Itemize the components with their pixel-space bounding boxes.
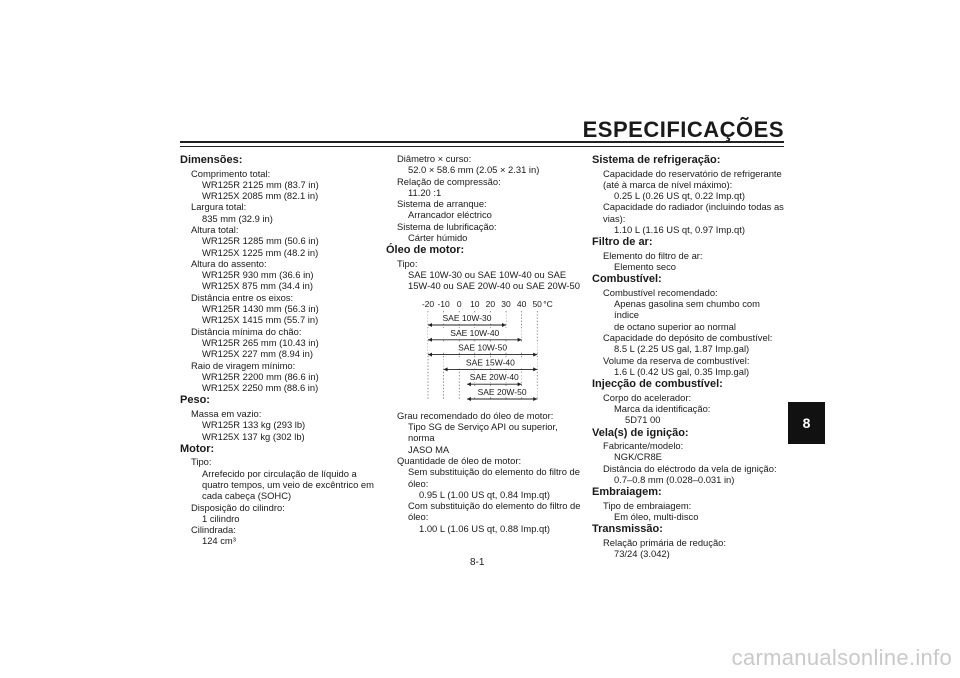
spec-line: Cárter húmido xyxy=(408,232,468,244)
range-label: SAE 10W-40 xyxy=(450,327,500,338)
spec-line: Quantidade de óleo de motor: xyxy=(397,454,522,466)
tick-label: 0 xyxy=(456,298,462,309)
unit-label: °C xyxy=(543,298,553,309)
section-heading: Peso: xyxy=(180,394,210,407)
tick-label: -20 xyxy=(421,298,435,309)
range-label: SAE 10W-30 xyxy=(442,312,492,323)
spec-line: 1 cilindro xyxy=(202,512,240,524)
range-arrow-right xyxy=(533,397,537,401)
spec-line: óleo: xyxy=(408,511,429,523)
range-arrow-right xyxy=(518,382,522,386)
column-2-bottom xyxy=(386,410,586,534)
range-arrow-left xyxy=(428,323,432,327)
spec-line: Apenas gasolina sem chumbo com índice xyxy=(614,298,760,321)
header-rule xyxy=(180,141,784,143)
section-heading: Óleo de motor: xyxy=(386,244,465,257)
tick-label: 50 xyxy=(532,298,542,309)
chapter-tab: 8 xyxy=(788,402,825,444)
spec-line: WR125R 930 mm (36.6 in) xyxy=(202,269,314,281)
spec-line: Tipo: xyxy=(397,257,418,269)
spec-line: Tipo: xyxy=(191,456,212,468)
spec-line: WR125R 265 mm (10.43 in) xyxy=(202,336,319,348)
spec-line: 52.0 × 58.6 mm (2.05 × 2.31 in) xyxy=(408,164,540,176)
spec-line: 835 mm (32.9 in) xyxy=(202,212,273,224)
spec-line: NGK/CR8E xyxy=(614,451,662,463)
spec-line: WR125R 1285 mm (50.6 in) xyxy=(202,235,319,247)
spec-line: Capacidade do depósito de combustível: xyxy=(603,332,773,344)
spec-line: WR125R 133 kg (293 lb) xyxy=(202,419,306,431)
spec-line: Capacidade do radiador (incluindo todas as xyxy=(603,201,784,213)
spec-line: Grau recomendado do óleo de motor: xyxy=(397,409,554,421)
spec-line: Combustível recomendado: xyxy=(603,286,718,298)
spec-line: WR125X 2250 mm (88.6 in) xyxy=(202,382,319,394)
spec-line: (até à marca de nível máximo): xyxy=(603,178,733,190)
page-title: ESPECIFICAÇÕES xyxy=(582,117,784,142)
spec-line: Raio de viragem mínimo: xyxy=(191,359,296,371)
spec-line: Capacidade do reservatório de refrigerante xyxy=(603,167,782,179)
section-heading: Filtro de ar: xyxy=(592,236,653,249)
spec-line: JASO MA xyxy=(408,443,450,455)
spec-line: Sistema de arranque: xyxy=(397,198,487,210)
column-3 xyxy=(592,153,784,560)
spec-line: WR125X 1415 mm (55.7 in) xyxy=(202,314,319,326)
spec-line: Altura do assento: xyxy=(191,257,267,269)
spec-line: Com substituição do elemento do filtro de xyxy=(408,500,581,512)
oil-viscosity-chart xyxy=(404,296,554,406)
spec-line: Em óleo, multi-disco xyxy=(614,511,699,523)
spec-line: óleo: xyxy=(408,477,429,489)
section-heading: Embraiagem: xyxy=(592,486,662,499)
spec-line: WR125X 137 kg (302 lb) xyxy=(202,430,305,442)
spec-line: Sistema de lubrificação: xyxy=(397,220,497,232)
spec-line: 1.10 L (1.16 US qt, 0.97 Imp.qt) xyxy=(614,223,745,235)
spec-line: Volume da reserva de combustível: xyxy=(603,354,750,366)
section-heading: Transmissão: xyxy=(592,523,663,536)
spec-line: Distância mínima do chão: xyxy=(191,325,302,337)
section-heading: Sistema de refrigeração: xyxy=(592,154,721,166)
spec-line: 8.5 L (2.25 US gal, 1.87 Imp.gal) xyxy=(614,343,750,355)
spec-line: Arrefecido por circulação de líquido a xyxy=(202,467,357,479)
spec-line: vias): xyxy=(603,212,626,224)
range-arrow-left xyxy=(428,352,432,356)
spec-line: WR125X 2085 mm (82.1 in) xyxy=(202,190,319,202)
spec-line: Elemento seco xyxy=(614,261,677,273)
spec-line: 0.25 L (0.26 US qt, 0.22 Imp.qt) xyxy=(614,190,745,202)
spec-line: Tipo de embraiagem: xyxy=(603,499,692,511)
range-label: SAE 20W-50 xyxy=(477,386,527,397)
spec-line: WR125X 875 mm (34.4 in) xyxy=(202,280,313,292)
spec-line: WR125X 1225 mm (48.2 in) xyxy=(202,246,319,258)
spec-line: de octano superior ao normal xyxy=(614,320,736,332)
range-arrow-right xyxy=(518,338,522,342)
spec-line: SAE 10W-30 ou SAE 10W-40 ou SAE xyxy=(408,269,567,281)
spec-line: 5D71 00 xyxy=(625,414,661,426)
spec-line: Fabricante/modelo: xyxy=(603,440,684,452)
spec-line: 124 cm³ xyxy=(202,535,236,547)
spec-line: Distância do eléctrodo da vela de ignição: xyxy=(603,462,777,474)
spec-line: Marca da identificação: xyxy=(614,403,711,415)
spec-line: 73/24 (3.042) xyxy=(614,548,670,560)
section-heading: Injecção de combustível: xyxy=(592,378,723,391)
column-2 xyxy=(386,153,586,534)
spec-line: Arrancador eléctrico xyxy=(408,209,492,221)
section-heading: Motor: xyxy=(180,442,215,455)
section-heading: Vela(s) de ignição: xyxy=(592,426,689,439)
tick-label: 40 xyxy=(516,298,527,309)
column-2-top xyxy=(386,153,586,292)
column-1 xyxy=(180,153,380,547)
range-arrow-right xyxy=(533,367,537,371)
section-heading: Dimensões: xyxy=(180,154,243,166)
range-arrow-right xyxy=(533,352,537,356)
range-label: SAE 15W-40 xyxy=(465,357,515,368)
spec-line: Elemento do filtro de ar: xyxy=(603,249,703,261)
spec-line: 1.00 L (1.06 US qt, 0.88 Imp.qt) xyxy=(419,522,550,534)
spec-line: Disposição do cilindro: xyxy=(191,501,285,513)
spec-line: WR125R 1430 mm (56.3 in) xyxy=(202,303,319,315)
range-arrow-left xyxy=(467,397,471,401)
spec-line: Sem substituição do elemento do filtro de xyxy=(408,466,580,478)
range-arrow-left xyxy=(428,338,432,342)
page-number: 8-1 xyxy=(470,557,485,568)
spec-line: WR125X 227 mm (8.94 in) xyxy=(202,348,313,360)
spec-line: 0.95 L (1.00 US qt, 0.84 Imp.qt) xyxy=(419,488,550,500)
spec-line: WR125R 2125 mm (83.7 in) xyxy=(202,178,319,190)
spec-line: Distância entre os eixos: xyxy=(191,291,294,303)
tick-label: 10 xyxy=(470,298,480,309)
spec-line: Corpo do acelerador: xyxy=(603,391,692,403)
spec-line: 1.6 L (0.42 US gal, 0.35 Imp.gal) xyxy=(614,365,750,377)
watermark: carmanualsonline.info xyxy=(731,645,952,670)
spec-line: quatro tempos, um veio de excêntrico em xyxy=(202,478,374,490)
spec-line: Altura total: xyxy=(191,223,239,235)
range-arrow-left xyxy=(444,367,448,371)
tick-label: -10 xyxy=(437,298,450,309)
spec-line: Diâmetro × curso: xyxy=(397,153,472,164)
spec-line: 0.7–0.8 mm (0.028–0.031 in) xyxy=(614,474,735,486)
spec-line: Massa em vazio: xyxy=(191,407,262,419)
spec-line: cada cabeça (SOHC) xyxy=(202,490,292,502)
spec-line: Relação de compressão: xyxy=(397,175,501,187)
range-arrow-right xyxy=(502,323,506,327)
tick-label: 30 xyxy=(501,298,511,309)
spec-line: 15W-40 ou SAE 20W-40 ou SAE 20W-50 xyxy=(408,280,580,292)
range-arrow-left xyxy=(467,382,471,386)
tick-label: 20 xyxy=(485,298,496,309)
spec-line: Cilindrada: xyxy=(191,524,236,536)
spec-line: Relação primária de redução: xyxy=(603,536,726,548)
section-heading: Combustível: xyxy=(592,273,662,286)
spec-line: WR125R 2200 mm (86.6 in) xyxy=(202,370,319,382)
range-label: SAE 10W-50 xyxy=(458,342,508,353)
spec-line: Largura total: xyxy=(191,201,247,213)
spec-line: Tipo SG de Serviço API ou superior, norma xyxy=(408,421,558,444)
range-label: SAE 20W-40 xyxy=(469,371,519,382)
spec-line: 11.20 :1 xyxy=(408,186,442,198)
header-rule-thin xyxy=(180,146,784,147)
spec-line: Comprimento total: xyxy=(191,167,271,179)
